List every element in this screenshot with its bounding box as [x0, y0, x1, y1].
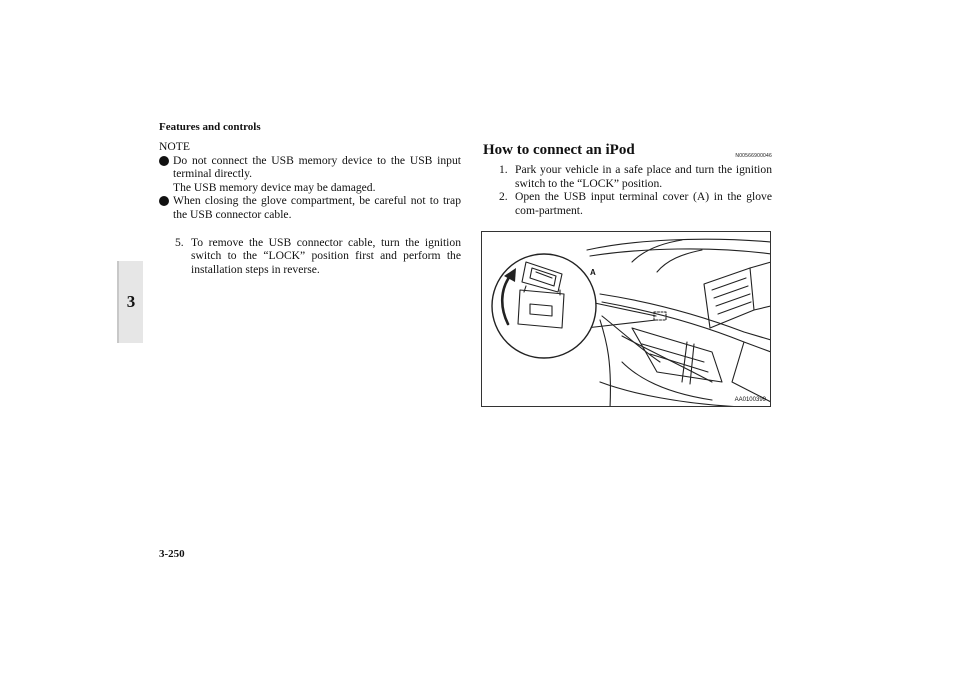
step-1-number: 1.: [499, 163, 508, 176]
section-title-text: How to connect an iPod: [483, 142, 635, 158]
note-bullet-1-extra: The USB memory device may be damaged.: [173, 180, 376, 194]
figure-code: AA0100399: [734, 397, 766, 403]
note-bullet-1: [159, 154, 461, 195]
note-bullet-2-text: When closing the glove compartment, be careful not to trap the USB connector cable.: [173, 194, 461, 221]
step-5-text: To remove the USB connector cable, turn the ignition switch to the “LOCK” position first and perform the installation steps in reverse.: [191, 235, 461, 276]
chapter-tab: 3: [117, 261, 143, 343]
left-column: [159, 140, 461, 276]
callout-label-a: A: [590, 268, 596, 277]
section-title: [483, 140, 772, 160]
section-code: N00566900046: [735, 153, 772, 159]
dashboard-line-drawing: [482, 232, 771, 407]
glove-compartment-illustration: [481, 231, 771, 407]
step-5: [159, 236, 461, 277]
chapter-tab-strip: [0, 0, 143, 678]
step-2-text: Open the USB input terminal cover (A) in the glove com-partment.: [515, 190, 772, 217]
note-bullet-1-text: Do not connect the USB memory device to the USB input terminal directly.: [173, 153, 461, 181]
step-5-number: 5.: [175, 235, 184, 249]
right-column: [483, 140, 772, 217]
step-2-number: 2.: [499, 190, 508, 204]
bullet-dot-icon: [159, 196, 169, 206]
note-bullet-2: [159, 194, 461, 221]
bullet-dot-icon: [159, 156, 169, 166]
step-2: [483, 190, 772, 217]
running-header: Features and controls: [159, 121, 261, 133]
step-1-text: Park your vehicle in a safe place and turn the ignition switch to the “LOCK” position.: [515, 163, 772, 190]
page-number: 3-250: [159, 548, 185, 560]
step-1: [483, 163, 772, 190]
note-title: NOTE: [159, 140, 190, 153]
